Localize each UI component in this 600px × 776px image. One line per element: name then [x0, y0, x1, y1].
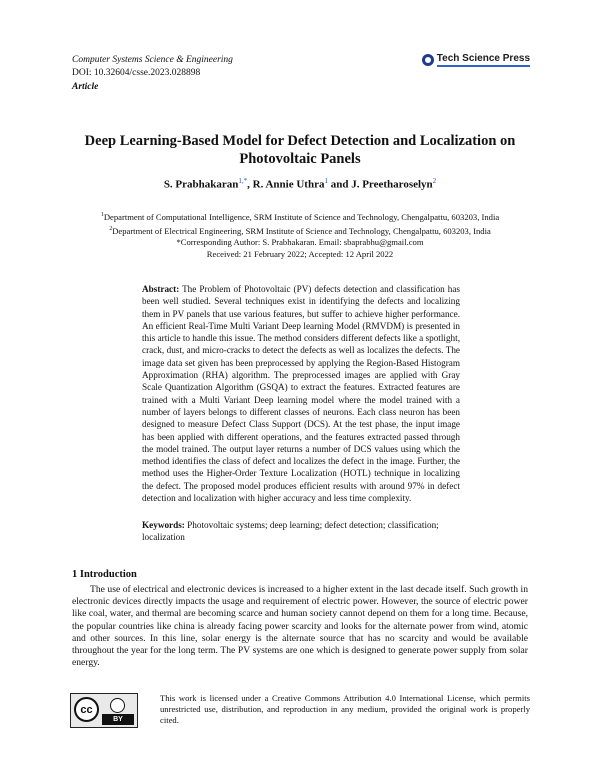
- journal-name: Computer Systems Science & Engineering: [72, 55, 233, 65]
- title-line-1: Deep Learning-Based Model for Defect Detection and Localization on: [84, 133, 516, 149]
- author-sep: ,: [247, 178, 253, 191]
- abstract-label: Abstract:: [142, 284, 180, 294]
- affiliation-1: [60, 210, 540, 224]
- cc-icon: [74, 697, 99, 722]
- author-2-affil[interactable]: 1: [324, 177, 328, 185]
- title-line-2: Photovoltaic Panels: [239, 151, 361, 167]
- author-3: J. Preetharoselyn: [351, 178, 433, 191]
- affiliation-1-marker: 1: [100, 212, 104, 218]
- keywords-text: Photovoltaic systems; deep learning; defect detection; classification; localization: [142, 520, 439, 543]
- author-3-affil[interactable]: 2: [432, 177, 437, 185]
- doi[interactable]: DOI: 10.32604/csse.2023.028898: [72, 68, 201, 78]
- keywords: [142, 519, 460, 544]
- section-heading-introduction: 1 Introduction: [72, 569, 137, 580]
- affiliation-2-text: Department of Electrical Engineering, SRM Institute of Science and Technology, Chengalpattu, 603203, India: [112, 225, 491, 236]
- received-dates: Received: 21 February 2022; Accepted: 12 April 2022: [206, 249, 394, 260]
- by-label: BY: [102, 714, 134, 725]
- license-text: This work is licensed under a Creative Commons Attribution 4.0 International License, which permits unrestricted use, distribution, and reproduction in any medium, provided the original work is properly cited.: [160, 693, 530, 725]
- author-2: R. Annie Uthra: [252, 178, 325, 191]
- cc-by-license-badge[interactable]: [70, 693, 138, 728]
- author-1-affil[interactable]: 1,*: [238, 177, 248, 185]
- abstract: [142, 283, 460, 504]
- affiliations: [60, 210, 540, 261]
- affiliation-2-marker: 2: [109, 225, 113, 232]
- author-list: [60, 177, 540, 191]
- paper-title: [60, 132, 540, 168]
- affiliation-2: [60, 224, 540, 238]
- attribution-person-icon: [110, 698, 125, 713]
- publisher-name: Tech Science Press: [437, 53, 530, 67]
- publisher-logo-icon: [422, 54, 434, 66]
- article-type: Article: [72, 82, 99, 92]
- introduction-paragraph: The use of electrical and electronic devices is increased to a higher extent in the last decade itself. Such growth in electronic devices directly impacts the usage and requirement of electric power. However, the source of electric power like coal, water, and thermal are becoming scarce and human society cannot depend on them for a long time. Because, the popular countries like china is already facing power scarcity and looks for the alternate power from wind, atomic and other sources. In this line, solar energy is the alternate source that has no scarcity and would be available throughout the year for the long term. The PV systems are one which is designed to generate power supply from solar energy.: [72, 584, 528, 669]
- cc-icon-text: cc: [80, 703, 93, 716]
- corresponding-author: *Corresponding Author: S. Prabhakaran. Email: sbaprabhu@gmail.com: [176, 237, 424, 248]
- author-sep: and: [327, 178, 352, 191]
- author-1: S. Prabhakaran: [163, 178, 239, 191]
- affiliation-1-text: Department of Computational Intelligence, SRM Institute of Science and Technology, Chengalpattu, 603203, India: [103, 211, 500, 222]
- abstract-text: The Problem of Photovoltaic (PV) defects detection and classification has been well studied. Several techniques exist in identifying the defects and localizing them in PV panels that use various features, but suffer to achieve higher performance. An efficient Real-Time Multi Variant Deep learning Model (RMVDM) is presented in this article to handle this issue. The method considers different defects like a spotlight, crack, dust, and micro-cracks to detect the defects as well as localizes the defects. The image data set given has been preprocessed by applying the Region-Based Histogram Approximation (RHA) algorithm. The preprocessed images are applied with Gray Scale Quantization Algorithm (GSQA) to extract the features. Extracted features are trained with a Multi Variant Deep learning model where the model trained with a number of layers belongs to different classes of neurons. Each class neuron has been designed to measure Defect Class Support (DCS). At the test phase, the input image has been applied with different operations, and the features extracted passed through the model trained. The output layer returns a number of DCS values using which the method identifies the class of defect and localizes the defect in the image. Further, the method uses the Higher-Order Texture Localization (HOTL) technique in localizing the defect. The proposed model produces efficient results with around 97% in defect detection and localization with higher accuracy and less time complexity.: [142, 284, 460, 504]
- publisher-logo: [422, 49, 530, 71]
- keywords-label: Keywords:: [142, 520, 185, 530]
